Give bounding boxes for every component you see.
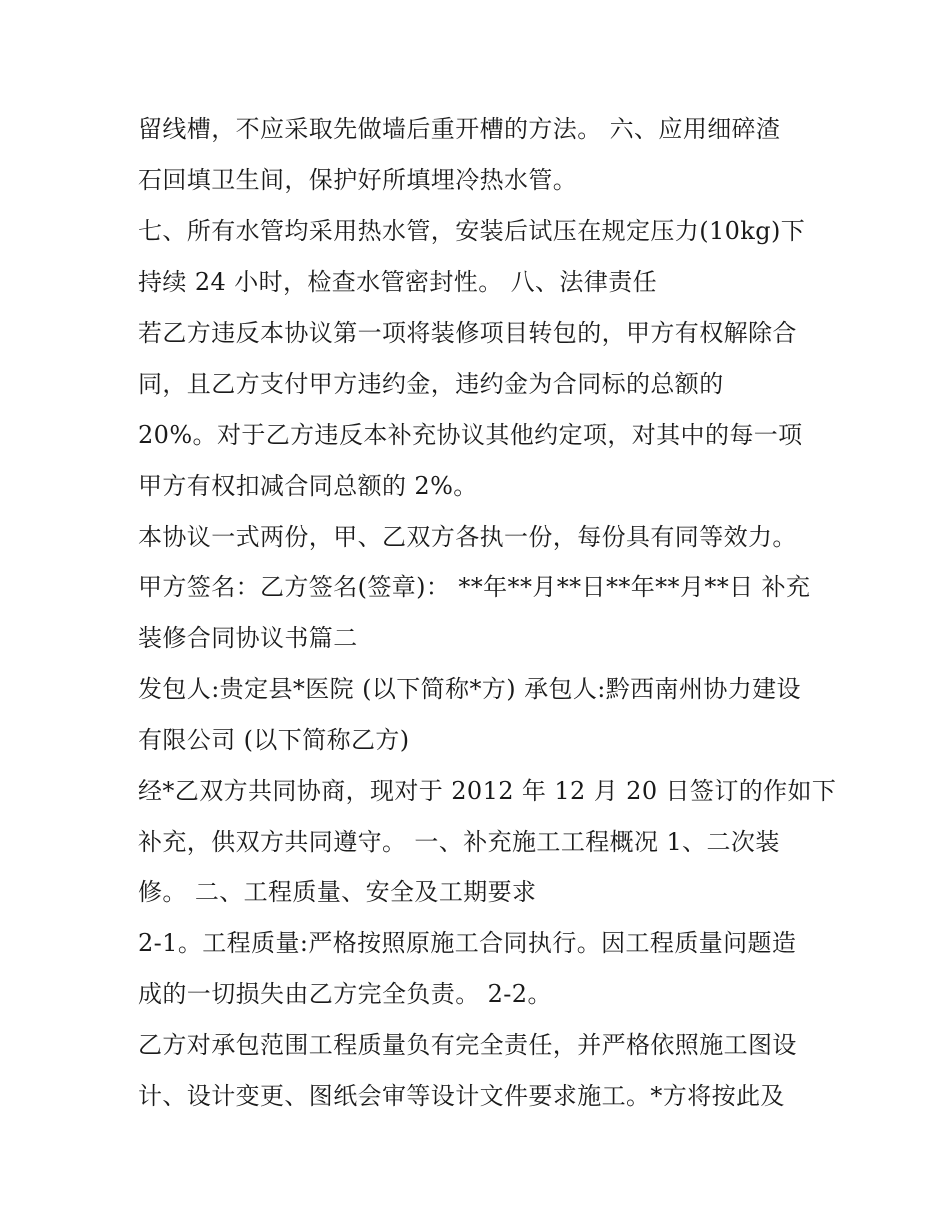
signature-line: 甲方签名：乙方签名(签章)： **年**月**日**年**月**日 补充 [138, 573, 811, 601]
text-line: 20%。对于乙方违反本补充协议其他约定项，对其中的每一项 [138, 421, 803, 449]
section-heading: 装修合同协议书篇二 [138, 624, 358, 652]
text-line: 补充，供双方共同遵守。 一、补充施工工程概况 1、二次装 [138, 828, 780, 856]
text-line: 发包人:贵定县*医院 (以下简称*方) 承包人:黔西南州协力建设 [138, 675, 801, 703]
text-line: 同，且乙方支付甲方违约金，违约金为合同标的总额的 [138, 370, 724, 398]
text-line: 经*乙双方共同协商，现对于 2012 年 12 月 20 日签订的作如下 [138, 777, 837, 805]
text-line: 七、所有水管均采用热水管，安装后试压在规定压力(10kg)下 [138, 217, 806, 245]
text-line: 修。 二、工程质量、安全及工期要求 [138, 878, 537, 906]
text-line: 持续 24 小时，检查水管密封性。 八、法律责任 [138, 268, 658, 296]
text-line: 石回填卫生间，保护好所填埋冷热水管。 [138, 166, 578, 194]
text-line: 成的一切损失由乙方完全负责。 2-2。 [138, 980, 552, 1008]
text-line: 本协议一式两份，甲、乙双方各执一份，每份具有同等效力。 [138, 523, 797, 551]
text-line: 留线槽，不应采取先做墙后重开槽的方法。 六、应用细碎渣 [138, 115, 781, 143]
text-line: 乙方对承包范围工程质量负有完全责任，并严格依照施工图设 [138, 1031, 797, 1059]
text-line: 有限公司 (以下简称乙方) [138, 726, 410, 754]
text-line: 计、设计变更、图纸会审等设计文件要求施工。*方将按此及 [138, 1082, 785, 1110]
text-line: 若乙方违反本协议第一项将装修项目转包的，甲方有权解除合 [138, 319, 797, 347]
text-line: 甲方有权扣减合同总额的 2%。 [138, 472, 478, 500]
text-line: 2-1。工程质量:严格按照原施工合同执行。因工程质量问题造 [138, 929, 797, 957]
